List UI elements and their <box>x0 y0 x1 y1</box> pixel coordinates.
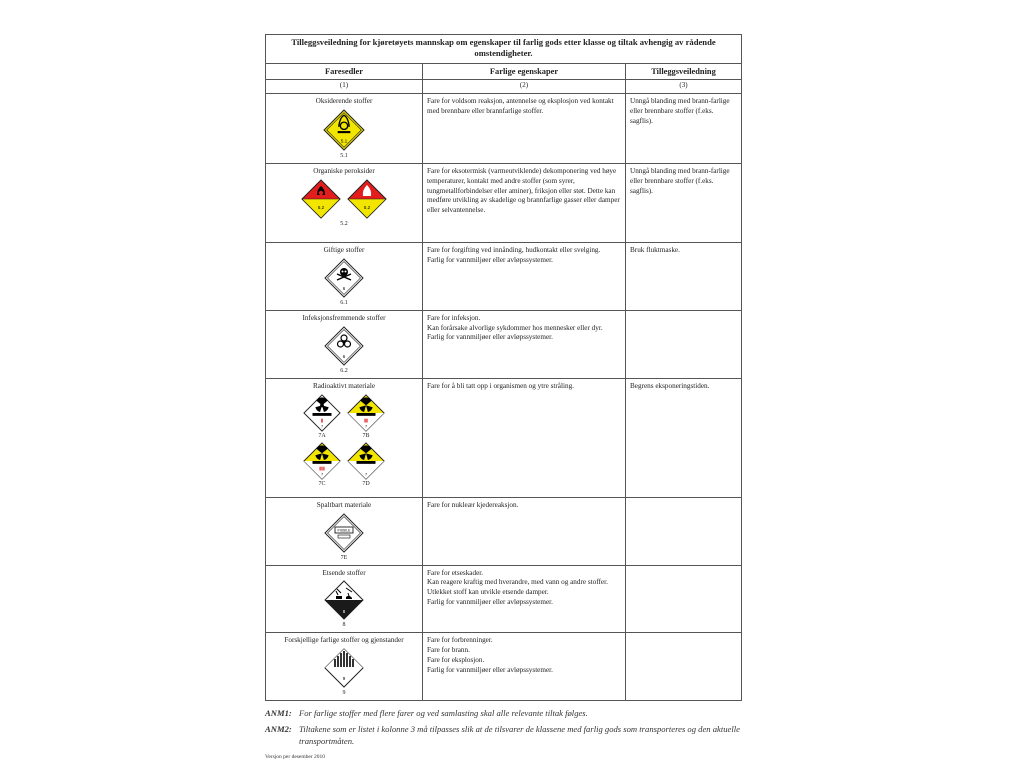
svg-text:7: 7 <box>364 423 368 428</box>
radioactive-7a-placard-icon <box>303 394 341 432</box>
class-code: 6.1 <box>340 299 348 306</box>
note-text: Tiltakene som er listet i kolonne 3 må tilpasses slik at de tilsvarer de klassene med farlig gods som transporteres og den aktuelle transportmåten. <box>299 723 740 747</box>
note-tag: ANM1: <box>265 708 292 719</box>
guidance-text <box>626 633 742 701</box>
guidance-text: Bruk fluktmaske. <box>626 243 742 311</box>
radioactive-7b-placard-icon <box>347 394 385 432</box>
svg-text:9: 9 <box>342 676 346 682</box>
class-label: Infeksjonsfremmende stoffer <box>302 313 386 322</box>
organic-peroxide-placard-black-icon <box>301 179 341 219</box>
version-text: Versjon per desember 2010 <box>265 753 326 760</box>
table-row <box>266 243 742 311</box>
svg-text:6: 6 <box>342 285 346 291</box>
class-label: Etsende stoffer <box>322 568 366 577</box>
hazard-text: Fare for infeksjon. Kan forårsake alvorlige sykdommer hos mennesker eller dyr. Farlig for vannmiljøer eller avløpssystemer. <box>423 310 626 378</box>
class-code: 5.1 <box>340 153 348 160</box>
svg-text:7: 7 <box>320 423 324 428</box>
table-row <box>266 94 742 164</box>
table-row <box>266 378 742 497</box>
class-label: Radioaktivt materiale <box>312 381 376 390</box>
svg-text:7: 7 <box>364 471 368 476</box>
hazard-text: Fare for voldsom reaksjon, antennelse og eksplosjon ved kontakt med brennbare eller brannfarlige stoffer. <box>423 94 626 164</box>
column-number: (3) <box>626 80 742 94</box>
miscellaneous-placard-icon <box>324 648 364 688</box>
table-row <box>266 310 742 378</box>
column-number: (2) <box>423 80 626 94</box>
class-code: 9 <box>342 690 346 697</box>
class-label: Forskjellige farlige stoffer og gjenstander <box>284 636 404 645</box>
guidance-text <box>626 565 742 633</box>
class-code: 5.2 <box>340 220 348 227</box>
fissile-placard-icon <box>324 513 364 553</box>
class-code: 8 <box>342 622 346 629</box>
placard-number: 5.1 <box>340 139 348 145</box>
class-code: 7D <box>362 480 370 487</box>
biohazard-placard-icon <box>324 326 364 366</box>
skull-crossbones-placard-icon <box>324 258 364 298</box>
note <box>265 723 741 748</box>
table-row <box>266 497 742 565</box>
table-row <box>266 565 742 633</box>
hazard-text: Fare for å bli tatt opp i organismen og ytre stråling. <box>423 378 626 497</box>
guidance-text <box>626 497 742 565</box>
class-label: Spaltbart materiale <box>316 500 372 509</box>
corrosive-placard-icon <box>324 580 364 620</box>
class-code: 7E <box>340 554 348 561</box>
table-row <box>266 633 742 701</box>
hazard-text: Fare for etseskader. Kan reagere kraftig med hverandre, med vann og andre stoffer. Utlekket stoff kan utvikle etsende damper. Farlig for vannmiljøer eller avløpssystemer. <box>423 565 626 633</box>
class-label: Oksiderende stoffer <box>315 97 373 106</box>
svg-text:FISSILE: FISSILE <box>337 528 351 532</box>
guidance-text <box>626 310 742 378</box>
hazard-text: Fare for nukleær kjedereaksjon. <box>423 497 626 565</box>
class-label: Giftige stoffer <box>323 246 365 255</box>
class-code: 7C <box>318 480 326 487</box>
svg-text:5.2: 5.2 <box>317 204 325 210</box>
radioactive-7c-placard-icon <box>303 442 341 480</box>
oxidizer-placard-icon <box>323 109 365 151</box>
hazard-text: Fare for eksotermisk (varmeutviklende) dekomponering ved høye temperaturer, kontakt med andre stoffer (som syrer, tungmetallforbindelser eller aminer), friksjon eller støt. Dette kan medføre utvikling av skadelige og brannfarlige gasser eller damper eller selvantennelse. <box>423 164 626 243</box>
guidance-text: Unngå blanding med brann-farlige eller brennbare stoffer (f.eks. sagflis). <box>626 94 742 164</box>
organic-peroxide-placard-white-icon <box>347 179 387 219</box>
radioactive-7d-placard-icon <box>347 442 385 480</box>
table-title: Tilleggsveiledning for kjøretøyets mannskap om egenskaper til farlig gods etter klasse og tiltak avhengig av rådende omstendigheter. <box>266 35 742 64</box>
header-placards: Faresedler <box>266 64 423 80</box>
note <box>265 707 741 719</box>
note-tag: ANM2: <box>265 723 292 734</box>
guidance-text: Unngå blanding med brann-farlige eller brennbare stoffer (f.eks. sagflis). <box>626 164 742 243</box>
class-label: Organiske peroksider <box>313 167 375 176</box>
svg-text:7: 7 <box>320 471 324 476</box>
svg-text:6: 6 <box>342 353 346 359</box>
guidance-table <box>265 34 742 701</box>
hazard-text: Fare for forgifting ved innånding, hudkontakt eller svelging. Farlig for vannmiljøer eller avløpssystemer. <box>423 243 626 311</box>
table-row <box>266 164 742 243</box>
notes <box>265 707 741 747</box>
class-code: 7B <box>362 432 370 439</box>
document <box>265 34 741 760</box>
hazard-text: Fare for forbrenninger. Fare for brann. Fare for eksplosjon. Farlig for vannmiljøer eller avløpssystemer. <box>423 633 626 701</box>
svg-text:5.2: 5.2 <box>363 204 371 210</box>
header-hazards: Farlige egenskaper <box>423 64 626 80</box>
class-code: 7A <box>318 432 326 439</box>
guidance-text: Begrens eksponeringstiden. <box>626 378 742 497</box>
header-guidance: Tilleggsveiledning <box>626 64 742 80</box>
class-code: 6.2 <box>340 367 348 374</box>
svg-text:8: 8 <box>342 609 346 615</box>
column-number: (1) <box>266 80 423 94</box>
note-text: For farlige stoffer med flere farer og ved samlasting skal alle relevante tiltak følges. <box>299 708 588 719</box>
